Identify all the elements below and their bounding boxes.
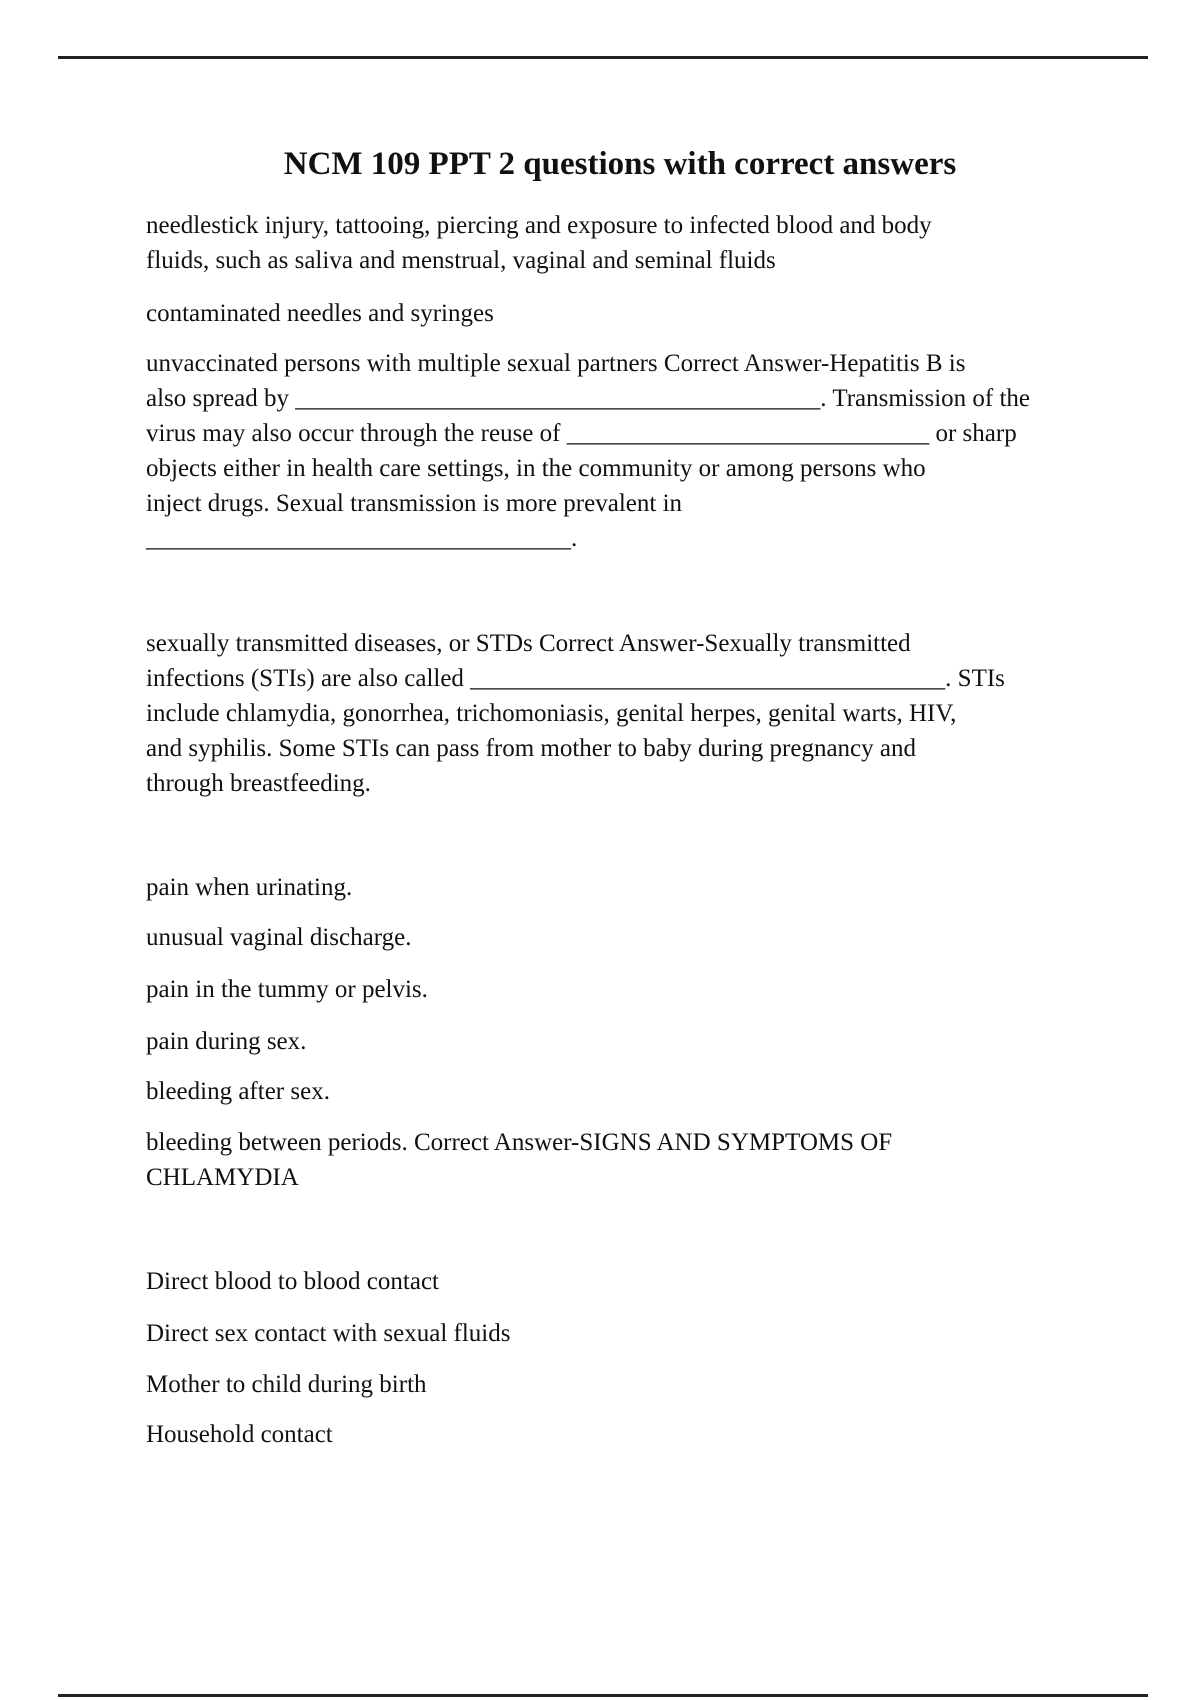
text-line: Household contact (146, 1421, 333, 1448)
text-line: pain in the tummy or pelvis. (146, 976, 428, 1003)
text-line: infections (STIs) are also called ______________________________________. STIs (146, 665, 1005, 692)
paragraph (146, 208, 932, 278)
text-line: unusual vaginal discharge. (146, 924, 412, 951)
paragraph (146, 346, 1030, 556)
text-line: virus may also occur through the reuse of _____________________________ or sharp (146, 420, 1017, 447)
text-line: contaminated needles and syringes (146, 300, 494, 327)
document-title: NCM 109 PPT 2 questions with correct answers (283, 146, 957, 182)
bottom-rule (58, 1694, 1148, 1697)
text-line: Direct blood to blood contact (146, 1268, 439, 1295)
paragraph (146, 296, 494, 331)
text-line: CHLAMYDIA (146, 1164, 299, 1191)
text-line: unvaccinated persons with multiple sexual partners Correct Answer-Hepatitis B is (146, 350, 966, 377)
text-line: Mother to child during birth (146, 1371, 427, 1398)
paragraph (146, 1024, 306, 1059)
paragraph (146, 972, 428, 1007)
top-rule (58, 56, 1148, 59)
paragraph (146, 1316, 510, 1351)
paragraph (146, 1367, 427, 1402)
text-line: Direct sex contact with sexual fluids (146, 1320, 511, 1347)
text-line: through breastfeeding. (146, 770, 371, 797)
text-line: also spread by __________________________________________. Transmission of the (146, 385, 1031, 412)
text-line: bleeding between periods. Correct Answer-SIGNS AND SYMPTOMS OF (146, 1129, 893, 1156)
paragraph (146, 870, 352, 905)
paragraph (146, 626, 1005, 801)
text-line: objects either in health care settings, in the community or among persons who (146, 455, 926, 482)
paragraph (146, 1417, 333, 1452)
text-line: fluids, such as saliva and menstrual, vaginal and seminal fluids (146, 247, 776, 274)
text-line: sexually transmitted diseases, or STDs Correct Answer-Sexually transmitted (146, 630, 911, 657)
text-line: pain during sex. (146, 1028, 307, 1055)
text-line: bleeding after sex. (146, 1078, 330, 1105)
paragraph (146, 1074, 330, 1109)
text-line: pain when urinating. (146, 874, 353, 901)
text-line: inject drugs. Sexual transmission is more prevalent in (146, 490, 683, 517)
text-line: include chlamydia, gonorrhea, trichomoniasis, genital herpes, genital warts, HIV, (146, 700, 957, 727)
text-line: and syphilis. Some STIs can pass from mother to baby during pregnancy and (146, 735, 916, 762)
paragraph (146, 1125, 892, 1195)
paragraph (146, 920, 411, 955)
text-line: __________________________________. (146, 525, 578, 552)
paragraph (146, 1264, 439, 1299)
text-line: needlestick injury, tattooing, piercing and exposure to infected blood and body (146, 212, 932, 239)
